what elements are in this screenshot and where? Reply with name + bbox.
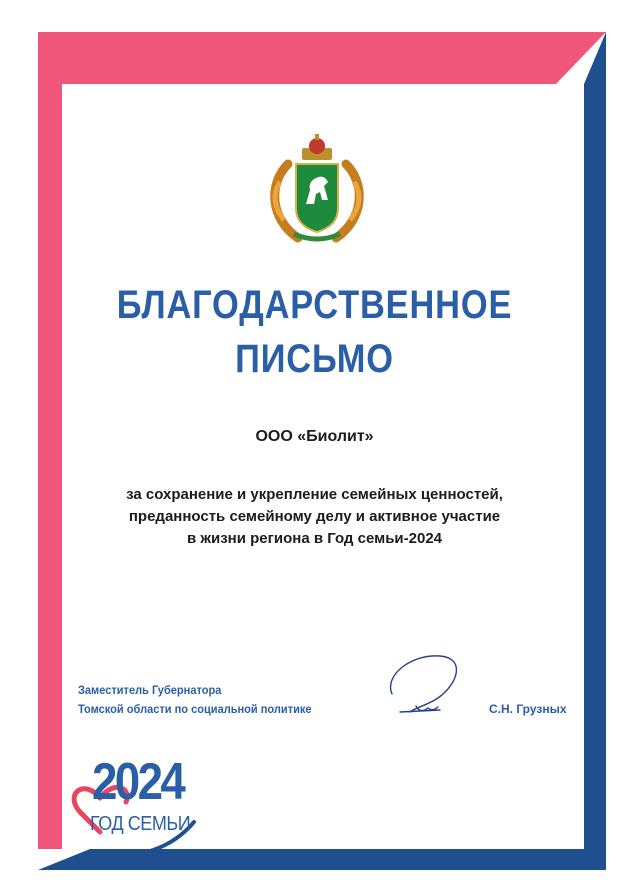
signatory-position-line: Заместитель Губернатора	[78, 683, 222, 697]
signatory-position-line: Томской области по социальной политике	[78, 702, 312, 716]
reason-line: преданность семейному делу и активное участие	[128, 508, 501, 525]
logo-caption: ГОД СЕМЬИ	[90, 813, 191, 835]
reason-line: за сохранение и укрепление семейных ценностей,	[126, 486, 503, 503]
tomsk-coat-of-arms-icon	[258, 134, 376, 252]
document-title-line1: БЛАГОДАРСТВЕННОЕ	[116, 283, 513, 327]
signatory-name: С.Н. Грузных	[489, 702, 567, 716]
logo-year: 2024	[92, 753, 184, 811]
reason-line: в жизни региона в Год семьи-2024	[186, 530, 443, 547]
handwritten-signature	[380, 650, 470, 722]
recipient-name: ООО «Биолит»	[255, 428, 374, 445]
document-title-line2: ПИСЬМО	[235, 337, 394, 381]
